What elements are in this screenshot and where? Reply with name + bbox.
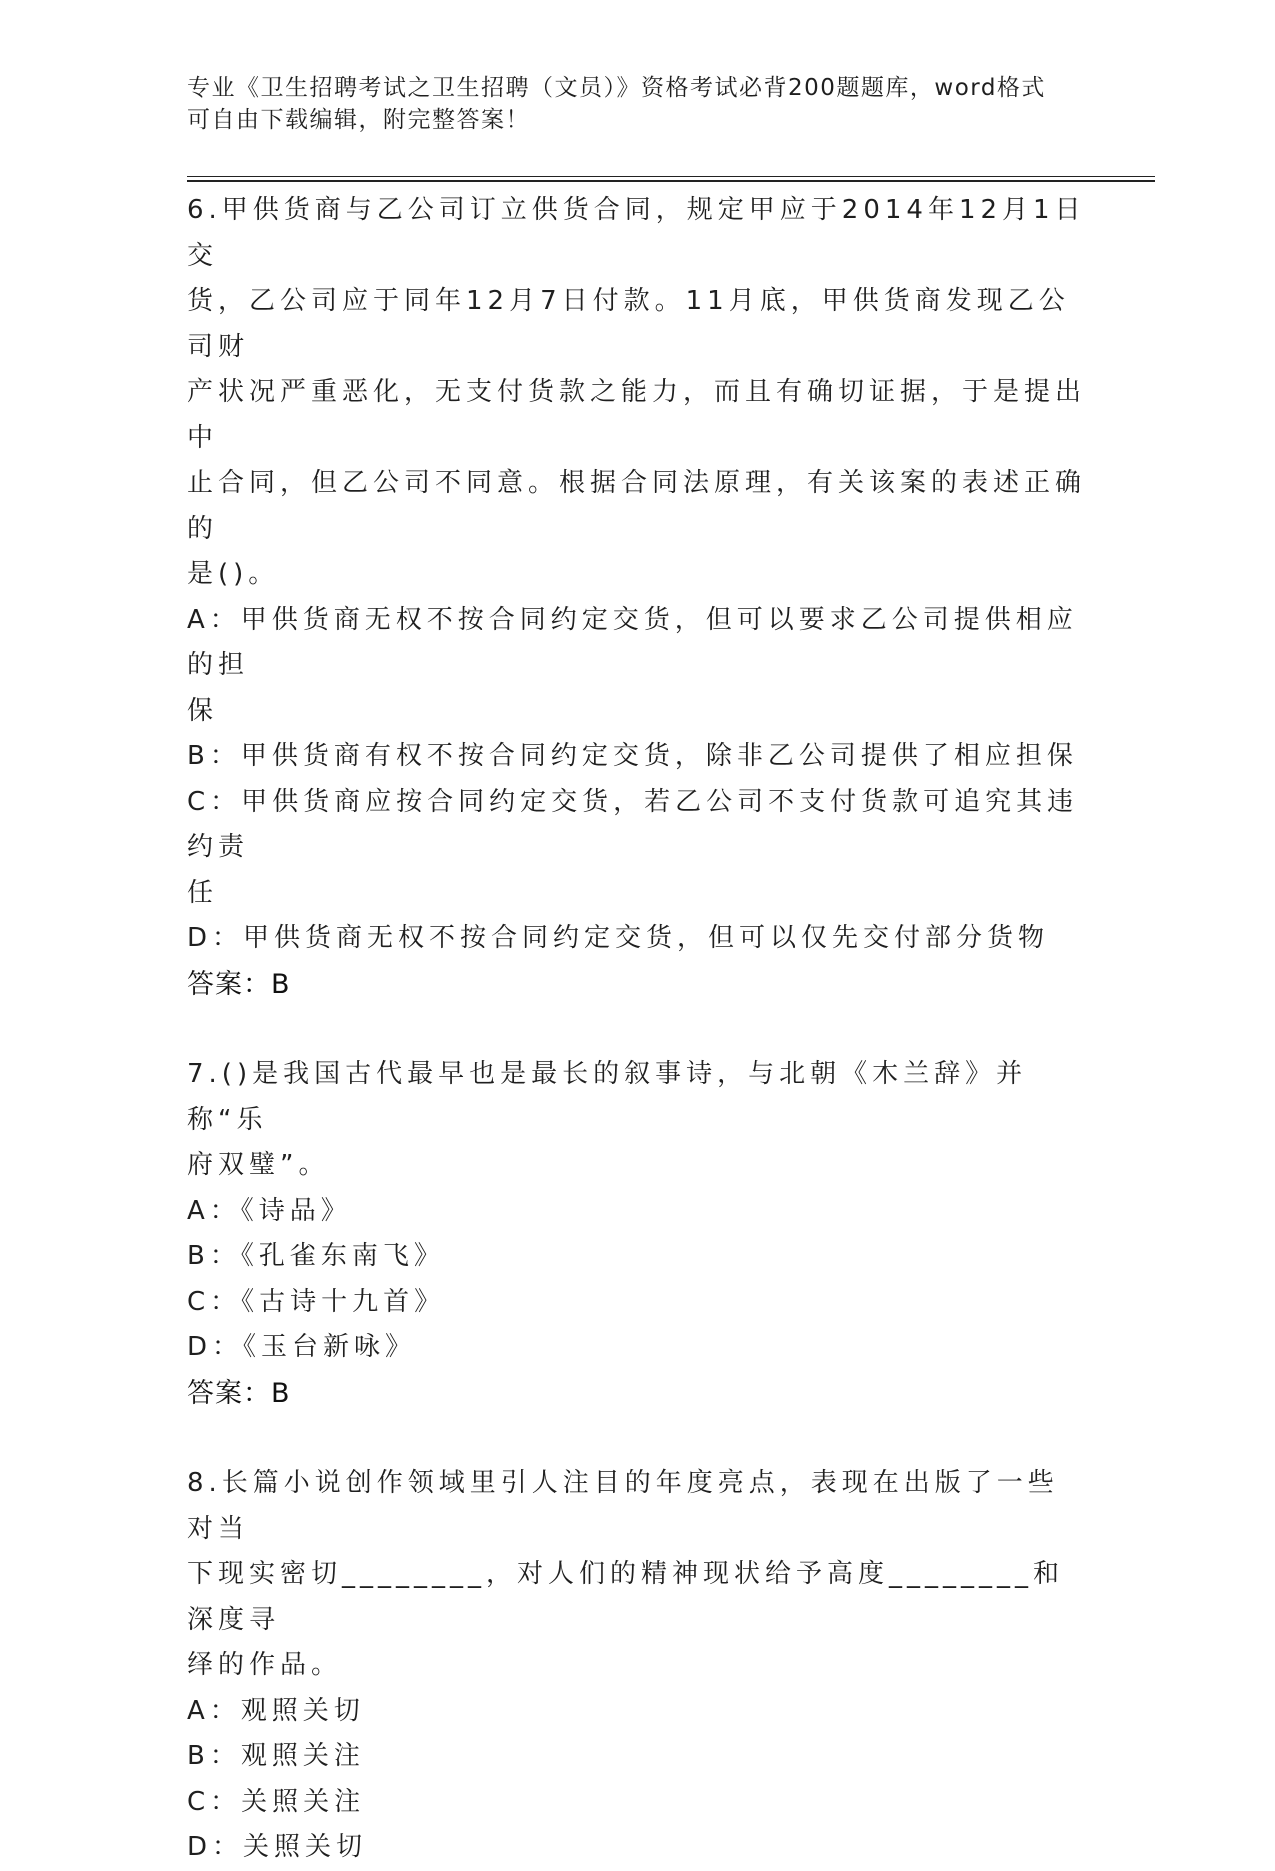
option-a-line-1: A：观照关切 bbox=[187, 1695, 365, 1726]
question-6 bbox=[187, 188, 1087, 1052]
option-c-line-1: C：甲供货商应按合同约定交货，若乙公司不支付货款可追究其违约责 bbox=[187, 786, 1079, 862]
question-8-option-c bbox=[187, 1780, 1087, 1826]
option-c-line-2: 任 bbox=[187, 877, 219, 908]
document-header bbox=[187, 72, 1067, 136]
option-b-line-1: B：观照关注 bbox=[187, 1741, 365, 1771]
option-c-line-1: C：关照关注 bbox=[187, 1786, 366, 1817]
option-b-line-1: B：甲供货商有权不按合同约定交货，除非乙公司提供了相应担保 bbox=[187, 741, 1078, 771]
question-7-stem-line-1: 7.()是我国古代最早也是最长的叙事诗，与北朝《木兰辞》并称“乐 bbox=[187, 1059, 1028, 1135]
question-7-option-a bbox=[187, 1189, 1087, 1235]
question-6-stem-line-4: 止合同，但乙公司不同意。根据合同法原理，有关该案的表述正确的 bbox=[187, 468, 1087, 544]
question-7 bbox=[187, 1052, 1087, 1461]
option-d-line-1: D：关照关切 bbox=[187, 1832, 368, 1862]
question-8-option-a bbox=[187, 1689, 1087, 1735]
spacer bbox=[187, 1007, 1087, 1052]
header-divider-thick bbox=[187, 180, 1155, 182]
question-6-stem-line-5: 是()。 bbox=[187, 559, 280, 589]
option-a-line-1: A：甲供货商无权不按合同约定交货，但可以要求乙公司提供相应的担 bbox=[187, 604, 1078, 680]
question-6-option-b bbox=[187, 734, 1087, 780]
question-6-answer: 答案：B bbox=[187, 968, 291, 1000]
question-8 bbox=[187, 1461, 1087, 1871]
question-7-option-d bbox=[187, 1325, 1087, 1371]
question-6-option-a bbox=[187, 598, 1087, 735]
option-a-line-2: 保 bbox=[187, 695, 219, 726]
question-6-stem-line-2: 货，乙公司应于同年12月7日付款。11月底，甲供货商发现乙公司财 bbox=[187, 286, 1070, 362]
header-title-line-1: 专业《卫生招聘考试之卫生招聘（文员）》资格考试必背200题题库，word格式 bbox=[187, 75, 1046, 101]
question-list bbox=[187, 188, 1087, 1871]
header-divider-thin bbox=[187, 176, 1155, 177]
question-7-answer: 答案：B bbox=[187, 1377, 291, 1409]
question-6-stem-line-1: 6.甲供货商与乙公司订立供货合同，规定甲应于2014年12月1日交 bbox=[187, 195, 1086, 271]
question-8-option-b bbox=[187, 1734, 1087, 1780]
question-7-option-b bbox=[187, 1234, 1087, 1280]
question-7-option-c bbox=[187, 1280, 1087, 1326]
option-b-line-1: B：《孔雀东南飞》 bbox=[187, 1241, 445, 1271]
question-6-option-d bbox=[187, 916, 1087, 962]
option-c-line-1: C：《古诗十九首》 bbox=[187, 1286, 446, 1317]
question-7-stem-line-2: 府双璧”。 bbox=[187, 1150, 330, 1180]
question-8-stem-line-2: 下现实密切________，对人们的精神现状给予高度________和深度寻 bbox=[187, 1559, 1065, 1635]
question-8-stem-line-3: 绎的作品。 bbox=[187, 1650, 343, 1680]
question-6-stem-line-3: 产状况严重恶化，无支付货款之能力，而且有确切证据，于是提出中 bbox=[187, 377, 1087, 453]
question-8-option-d bbox=[187, 1825, 1087, 1871]
question-6-option-c bbox=[187, 780, 1087, 917]
spacer bbox=[187, 1416, 1087, 1461]
option-a-line-1: A：《诗品》 bbox=[187, 1195, 352, 1226]
option-d-line-1: D：《玉台新咏》 bbox=[187, 1332, 417, 1362]
question-8-stem-line-1: 8.长篇小说创作领域里引人注目的年度亮点，表现在出版了一些对当 bbox=[187, 1468, 1059, 1544]
header-title-line-2: 可自由下载编辑，附完整答案！ bbox=[187, 107, 530, 133]
option-d-line-1: D：甲供货商无权不按合同约定交货，但可以仅先交付部分货物 bbox=[187, 923, 1050, 953]
